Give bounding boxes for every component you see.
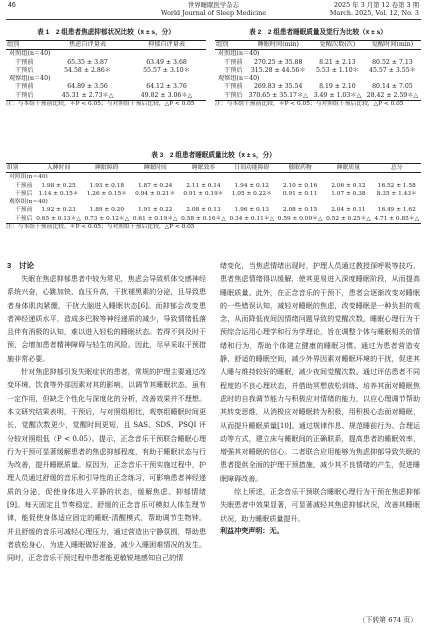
table-cell: 1.07 ± 0.38 (331, 190, 366, 197)
table-cell: 0.52 ± 0.25＊△ (326, 215, 371, 222)
column-header: 总分 (390, 165, 403, 171)
table-cell: 干预后 (15, 91, 34, 99)
column-header: 睡眠质量 (336, 165, 361, 171)
table-cell: 8.21 ± 2.13 (319, 58, 356, 66)
column-header: 睡眠效率 (191, 165, 216, 171)
table-cell: 64.12 ± 3.76 (146, 83, 187, 91)
table-cell: 8.19 ± 2.10 (319, 83, 356, 91)
table-cell: 1.94 ± 0.12 (234, 182, 269, 189)
column-header: 入睡时间 (46, 165, 71, 171)
table-cell: 干预前 (224, 58, 243, 66)
table-cell: 315.28 ± 44.56＊ (250, 66, 306, 74)
table-1 (6, 29, 206, 109)
table-cell: 干预前 (224, 83, 243, 91)
table-row (6, 190, 421, 198)
column-header: 睡眠障碍 (95, 165, 119, 171)
table-cell: 对照组(n＝40) (9, 50, 51, 58)
table-row (6, 182, 421, 190)
table-3-caption: 表 3 2 组患者睡眠质量比较（x̄ ± s，分） (151, 152, 276, 159)
table-row (6, 59, 206, 67)
table-cell: 1.26 ± 0.15＊ (86, 190, 127, 197)
table-row (215, 59, 421, 67)
table-3-note: 注：与本组干预前比较，＊P < 0.05；与对照组干预后比较，△P < 0.05 (6, 224, 195, 231)
table-row (215, 50, 421, 59)
issue-info (330, 1, 419, 17)
table-cell: 干预前 (15, 58, 34, 66)
table-cell: 1.96 ± 0.13 (234, 207, 269, 214)
header-rule (6, 19, 421, 20)
table-cell: 5.53 ± 1.10＊ (315, 66, 359, 74)
table-2-note: 注：与本组干预前比较，＊P < 0.05；与对照组干预后比较，△P < 0.05 (215, 101, 404, 108)
table-cell: 干预前 (15, 207, 33, 214)
table-1-note: 注：与本组干预前比较，＊P < 0.05；与对照组干预后比较，△P < 0.05 (6, 101, 195, 108)
table-cell: 370.65 ± 35.17＊△ (248, 91, 308, 99)
table-cell: 16.52 ± 1.58 (377, 182, 416, 189)
table-row (6, 83, 206, 91)
table-3 (6, 152, 421, 232)
table-cell: 63.49 ± 3.68 (146, 58, 187, 66)
column-header: 焦虑自评量表 (69, 41, 107, 48)
column-header: 抑郁自评量表 (147, 41, 186, 48)
left-column (7, 259, 206, 565)
page-number: 46 (8, 2, 16, 9)
table-cell: 2.08 ± 0.15 (282, 207, 318, 214)
table-cell: 0.73 ± 0.12＊△ (84, 215, 130, 222)
table-cell: 干预后 (224, 91, 243, 99)
table-cell: 65.35 ± 3.87 (67, 58, 108, 66)
table-cell: 观察组(n＝40) (218, 75, 260, 83)
table-cell: 16.49 ± 1.62 (377, 207, 416, 214)
table-row (6, 173, 421, 182)
column-header: 觉醒时间(min) (371, 41, 414, 48)
table-cell: 对照组(n＝40) (9, 174, 48, 181)
table-row (215, 75, 421, 83)
table-cell: 0.91 ± 0.19＊ (183, 190, 224, 197)
table-cell: 干预后 (224, 66, 243, 74)
table-cell: 269.83 ± 35.54 (253, 83, 303, 91)
table-cell: 54.58 ± 2.86＊ (64, 66, 111, 74)
column-header: 组别 (7, 41, 20, 48)
table-cell: 28.42 ± 2.59＊△ (366, 91, 419, 99)
paragraph: 绪变化，当焦虑情绪出现时，护理人员通过教授深呼吸等技巧，患者焦虑情绪得以缓解，使其更易进入深度睡眠阶段，从而提高睡眠质量。此外，在正念音乐的干预下，患者会逐渐改变对睡眠的一些错误认知，减轻对睡眠的焦虑，改变睡眠是一种负担的观念，从而降低夜间因情绪问题导致的觉醒次数。睡眠心理行为干预综合运用心理学和行为学理论，旨在调整个体与睡眠相关的情绪和行为，帮助个体建立健康的睡眠习惯。通过为患者营造安静、舒适的睡眠空间，减少外界因素对睡眠环境的干扰，促进其人睡与维持较好的睡眠，减少夜间觉醒次数。通过评估患者不同程度的不良心理状态，并借助冥想放松训练、培养其面对睡眠焦虑时的自我调节能力与积极应对情绪的能力，以应心理调节帮助其转变思维，从消极应对睡眠转为积极，用积极心态面对睡眠，从而提升睡眠质量[10]。通过规律作息、规范睡前行为、合理运动等方式，建立床与睡眠间的正确联系，提高患者的睡眠效率，增强其对睡眠的信心。二者联合应用能够为焦虑抑郁导致失眠的患者提供全面的护理干预措施，减少其不良情绪的产生，促进睡眠障碍改善。 (220, 261, 420, 483)
issue-date-en: March. 2025, Vol. 12, No. 3 (329, 9, 419, 17)
table-row (215, 83, 421, 91)
table-cell: 0.91 ± 0.11 (282, 190, 318, 197)
table-cell: 45.31 ± 2.73＊△ (61, 91, 114, 99)
table-cell: 观察组(n＝40) (9, 75, 51, 83)
table-cell: 对照组(n＝40) (218, 50, 260, 58)
table-cell: 49.82 ± 3.06＊△ (140, 91, 193, 99)
right-column (220, 259, 420, 538)
table-row (6, 67, 206, 75)
table-row (6, 215, 421, 224)
table-row (215, 67, 421, 75)
table-cell: 2.04 ± 0.11 (331, 207, 366, 214)
table-cell: 64.89 ± 3.56 (67, 83, 108, 91)
page-header (0, 0, 427, 22)
table-2 (215, 29, 421, 109)
table-cell: 3.49 ± 1.03＊△ (313, 91, 362, 99)
table-2-caption: 表 2 2 组患者睡眠质量及觉行为比较（x̄ ± s） (249, 29, 387, 36)
table-cell: 1.14 ± 0.15＊ (38, 190, 79, 197)
table-cell: 2.08 ± 0.13 (186, 207, 221, 214)
table-cell: 2.06 ± 0.12 (331, 182, 366, 189)
table-cell: 1.92 ± 0.23 (41, 207, 76, 214)
table-row (6, 75, 206, 83)
table-cell: 270.25 ± 35.88 (253, 58, 303, 66)
paragraph: 失眠在焦虑抑郁患者中较为常见，焦虑会导致机体交感神经系统兴奋，心跳加快、血压升高，干扰褪黑素的分泌，且导致患者身体肌肉紧绷，干扰大脑进入睡眠状态[6]。而抑郁会改变患者神经递质水平，造成多巴胺等神经递质的减少，导致情绪低落且伴有消极的认知，难以进入轻松的睡眠状态。若得不到及时干预，会增加患者精神障碍与轻生的风险。因此，尽早采取干预措施非常必要。 (7, 274, 206, 363)
continued-note: （下转第 674 页） (358, 616, 417, 624)
column-header: 组别 (7, 165, 19, 171)
table-cell: 0.61 ± 0.19＊△ (132, 215, 178, 222)
table-cell: 0.34 ± 0.11＊△ (229, 215, 275, 222)
table-row (6, 198, 421, 206)
table-row (6, 50, 206, 59)
table-cell: 0.58 ± 0.16＊△ (181, 215, 226, 222)
table-row (215, 92, 421, 101)
table-cell: 干预后 (15, 190, 33, 197)
column-header: 日间功能障碍 (234, 165, 270, 171)
table-cell: 1.91 ± 0.22 (137, 207, 173, 214)
table-cell: 8.35 ± 1.43＊ (376, 190, 417, 197)
table-cell: 80.52 ± 7.13 (372, 58, 413, 66)
table-cell: 80.14 ± 7.05 (372, 83, 413, 91)
paragraph: 综上所述，正念音乐干预联合睡眠心理行为干预在焦虑抑郁失眠患者中效果显著，可显著减轻其焦虑抑郁状况，改善其睡眠状况，助力睡眠质量提升。 (220, 487, 420, 523)
table-cell: 观察组(n＝40) (9, 199, 48, 206)
column-header: 催眠药物 (288, 165, 312, 171)
table-cell: 2.11 ± 0.14 (186, 182, 221, 189)
table-cell: 0.94 ± 0.21＊ (135, 190, 176, 197)
table-cell: 干预前 (15, 83, 34, 91)
table-1-caption: 表 1 2 组患者焦虑抑郁状况比较（x̄ ± s，分） (37, 29, 175, 36)
table-cell: 1.89 ± 0.20 (89, 207, 125, 214)
column-header: 组别 (216, 41, 229, 48)
table-cell: 2.10 ± 0.16 (282, 182, 318, 189)
journal-title-en: World Journal of Sleep Medicine (160, 9, 267, 17)
column-header: 睡眠时间 (143, 165, 167, 171)
section-heading: 3 讨论 (7, 261, 35, 270)
table-row (6, 92, 206, 101)
column-header: 觉醒次数(次) (319, 41, 356, 48)
table-cell: 1.87 ± 0.24 (137, 182, 173, 189)
column-header: 睡眠时间(min) (257, 41, 299, 48)
table-cell: 45.57 ± 3.55＊ (369, 66, 416, 74)
table-cell: 1.98 ± 0.25 (41, 182, 76, 189)
table-cell: 0.65 ± 0.13＊△ (36, 215, 81, 222)
table-cell: 1.05 ± 0.22＊ (231, 190, 272, 197)
table-row (6, 206, 421, 214)
table-cell: 1.93 ± 0.18 (89, 182, 125, 189)
table-cell: 0.59 ± 0.09＊△ (277, 215, 323, 222)
table-cell: 干预后 (15, 215, 33, 222)
issue-date-cn: 2025 年 3 月第 12 卷第 3 期 (333, 1, 419, 9)
table-cell: 干预前 (15, 182, 33, 189)
paragraph: 针对焦虑抑郁引发失眠症状的患者，常规的护理主要通过改变环境、饮食等外部因素对其的影响，以调节其睡眠状态，虽有一定作用，但缺乏个性化与深度化的分析，改善效果并不理想。本文研究结果表明，干预后，与对照组相比，观察组睡眠时间更长，觉醒次数更少，觉醒时间更短，且 SAS、SDS、PSQI 评分较对照组低（P < 0.05）。提示，正念音乐干预联合睡眠心理行为干预可显著缓解患者的焦虑抑郁程度，有助于睡眠状态与行为改善，提升睡眠质量。原因为，正念音乐干预实施过程中，护理人员通过舒缓的音乐和引导性的正念练习，可影响患者神经递质的分泌，促使身体进入平静的状态，缓解焦虑、抑郁情绪[9]。每天固定且节奏稳定、舒缓的正念音乐可模拟人体生理节律，能促使身体适应固定的睡眠-清醒模式，帮助调节生物钟。并且舒缓的音乐可减轻心理压力，通过营造出宁静氛围，帮助患者放松身心，为进入睡眠做好准备，减少入睡困难情况的发生。同时，正念音乐干预过程中患者能更敏锐地感知自己的情 (7, 367, 206, 563)
table-cell: 4.71 ± 0.85＊△ (374, 215, 420, 222)
journal-title-cn: 世界睡眠医学杂志 (187, 1, 240, 9)
table-cell: 干预后 (15, 66, 34, 74)
conflict-of-interest: 利益冲突声明：无。 (220, 527, 284, 535)
table-cell: 55.57 ± 3.10＊ (143, 66, 190, 74)
